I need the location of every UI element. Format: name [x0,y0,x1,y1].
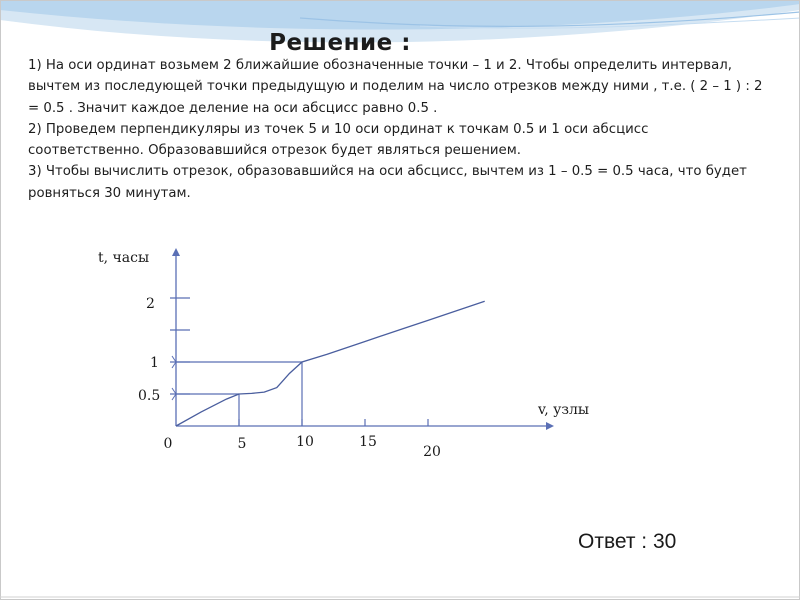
x-tick-label-20: 20 [423,444,441,460]
y-tick-label-1: 1 [150,355,159,371]
y-axis-label: t, часы [98,250,150,266]
step-2: 2) Проведем перпендикуляры из точек 5 и 10 оси ординат к точкам 0.5 и 1 оси абсцисс соответственно. Образовавшийся отрезок будет являться решением. [28,121,649,159]
x-tick-label-15: 15 [359,434,377,450]
y-tick-label-0-5: 0.5 [138,388,161,404]
x-tick-label-0: 0 [163,436,173,452]
x-axis-label: v, узлы [538,402,590,418]
time-speed-curve [176,301,485,426]
step-1: 1) На оси ординат возьмем 2 ближайшие обозначенные точки – 1 и 2. Чтобы определить интервал, вычтем из последующей точки предыдущую и поделим на число отрезков между ними , т.е. ( 2 – 1 ) : 2 = 0.5 . Значит каждое деление на оси абсцисс равно 0.5 . [28,58,763,116]
answer-text: Ответ : 30 [578,530,677,553]
guide-lines [172,356,302,426]
x-tick-label-5: 5 [237,436,247,452]
step-3: 3) Чтобы вычислить отрезок, образовавшийся на оси абсцисс, вычтем из 1 – 0.5 = 0.5 часа, что будет ровняться 30 минутам. [28,164,747,201]
axis-labels [98,250,589,460]
slide-title: Решение : [269,30,411,56]
y-tick-label-2: 2 [146,296,155,312]
x-tick-label-10: 10 [296,434,314,450]
